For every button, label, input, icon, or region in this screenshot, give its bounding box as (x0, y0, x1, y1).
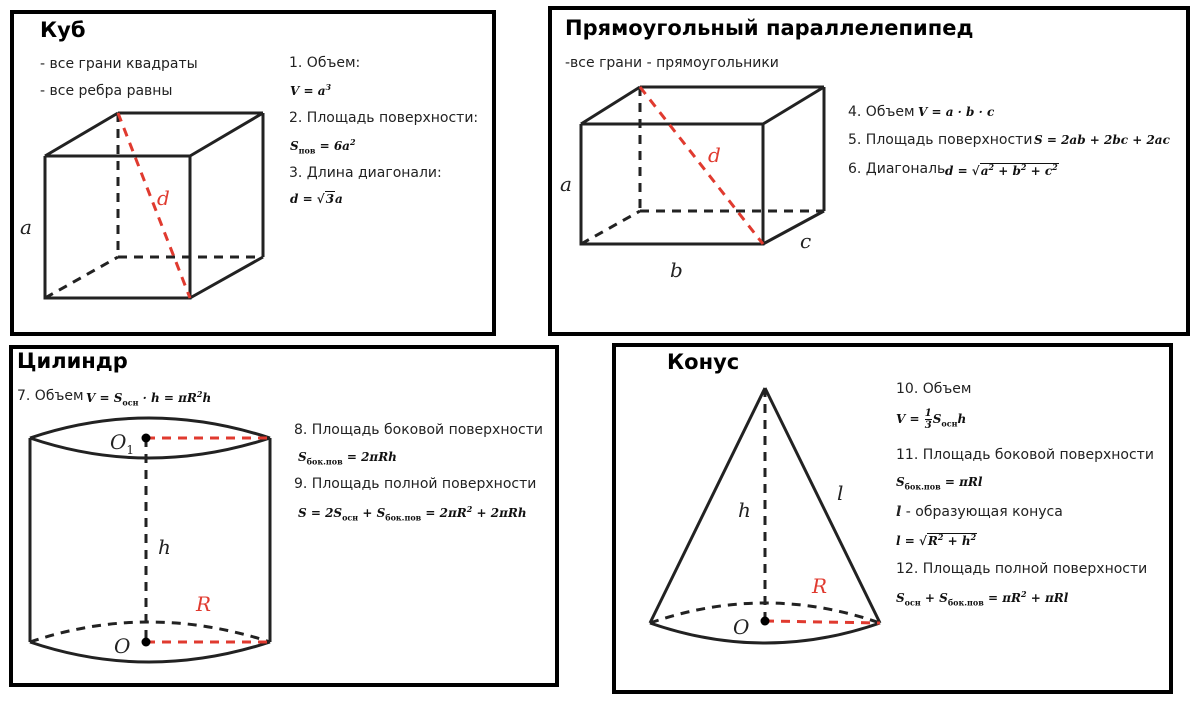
cube-property-edges: - все ребра равны (40, 83, 173, 99)
cone-label-r: R (812, 574, 828, 598)
cylinder-formula-7-label: 7. Объем (17, 388, 84, 404)
box-property-faces: -все грани - прямоугольники (565, 55, 779, 71)
box-formula-6-label: 6. Диагональ (848, 161, 946, 177)
cone-label-o: O (733, 615, 750, 639)
cube-volume-formula: $V = a^3$ (290, 82, 332, 98)
cube-label-d: d (157, 186, 170, 210)
box-label-d: d (708, 143, 721, 167)
box-label-b: b (670, 258, 683, 282)
cone-slant-description: l - образующая конуса (896, 504, 1063, 520)
cylinder-total-formula: $S = 2S_{осн} + S_{бок.пов} = 2\pi R^2 + 2\pi Rh$ (298, 504, 527, 523)
cylinder-volume-formula: $V = S_{осн} \cdot h = \pi R^2h$ (86, 389, 212, 408)
cylinder-label-h: h (158, 535, 171, 559)
box-volume-formula: V = a · b · c (918, 105, 995, 119)
cylinder-label-o: O (114, 634, 131, 658)
cone-total-formula: $S_{осн} + S_{бок.пов} = \pi R^2 + \pi Rl$ (896, 589, 1069, 608)
cube-surface-formula: $S_{пов} = 6a^2$ (290, 137, 356, 156)
cube-property-faces: - все грани квадраты (40, 56, 198, 72)
cube-label-a: a (20, 215, 32, 239)
box-title: Прямоугольный параллелепипед (565, 16, 974, 40)
cone-volume-formula: V = $\frac{1}{3}$ $S_{осн}h$ (896, 408, 967, 431)
cube-formula-3-label: 3. Длина диагонали: (289, 165, 442, 181)
cube-formula-2-label: 2. Площадь поверхности: (289, 110, 479, 126)
cone-formula-10-label: 10. Объем (896, 381, 972, 397)
cone-title: Конус (667, 350, 740, 374)
cylinder-lateral-formula: $S_{бок.пов} = 2\pi Rh$ (298, 450, 397, 467)
cone-formula-11-label: 11. Площадь боковой поверхности (896, 447, 1154, 463)
cylinder-title: Цилиндр (17, 349, 128, 373)
box-label-c: c (800, 229, 812, 253)
box-surface-formula: S = 2ab + 2bc + 2ac (1034, 133, 1170, 147)
cube-diagonal-formula: d = √3a (290, 192, 343, 206)
cone-label-h: h (738, 498, 751, 522)
cone-lateral-formula: $S_{бок.пов} = \pi Rl$ (896, 475, 983, 492)
cube-formula-1-label: 1. Объем: (289, 55, 361, 71)
box-diagonal-formula: $d = √a^2 + b^2 + c^2$ (945, 162, 1058, 178)
cone-formula-12-label: 12. Площадь полной поверхности (896, 561, 1148, 577)
cylinder-label-r: R (196, 592, 212, 616)
box-formula-4-label: 4. Объем (848, 104, 915, 120)
cone-label-l: l (837, 481, 844, 505)
box-label-a: a (560, 172, 572, 196)
box-formula-5-label: 5. Площадь поверхности (848, 132, 1033, 148)
cylinder-formula-9-label: 9. Площадь полной поверхности (294, 476, 537, 492)
cylinder-label-o1: $O_1$ (110, 430, 135, 457)
cylinder-formula-8-label: 8. Площадь боковой поверхности (294, 422, 544, 438)
cone-slant-formula: $l = √R^2 + h^2$ (896, 532, 977, 548)
cube-title: Куб (40, 18, 86, 42)
